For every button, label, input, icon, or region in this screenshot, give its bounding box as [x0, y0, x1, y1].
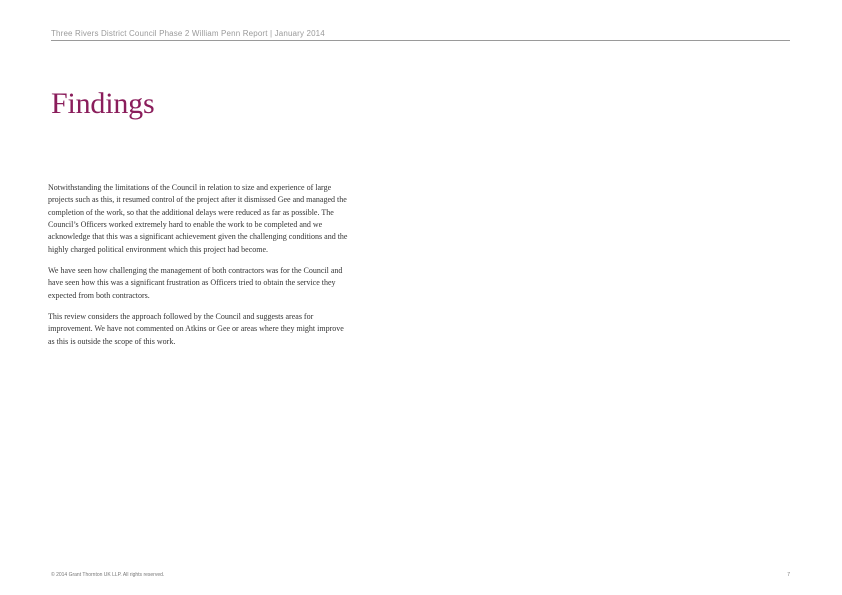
footer-page-number: 7 [787, 572, 790, 578]
text-line: We have seen how challenging the management of both contractors was for the Council and [48, 266, 343, 276]
page-title: Findings [51, 87, 155, 120]
text-line: improvement. We have not commented on Atkins or Gee or areas where they might improve [48, 324, 344, 334]
paragraph [48, 265, 413, 302]
text-line: highly charged political environment which this project had become. [48, 244, 269, 254]
text-line: projects such as this, it resumed control of the project after it dismissed Gee and managed the [48, 195, 347, 205]
body-text [48, 182, 413, 357]
text-line: Notwithstanding the limitations of the Council in relation to size and experience of large [48, 183, 332, 192]
text-line: This review considers the approach followed by the Council and suggests areas for [48, 312, 314, 322]
text-line: completion of the work, so that the additional delays were reduced as far as possible. The [48, 207, 334, 217]
text-line: acknowledge that this was a significant achievement given the challenging conditions and the [48, 232, 348, 242]
text-line: expected from both contractors. [48, 290, 150, 300]
text-line: as this is outside the scope of this work. [48, 336, 176, 346]
paragraph [48, 182, 413, 256]
running-header [51, 29, 790, 41]
text-line: Council’s Officers worked extremely hard to enable the work to be completed and we [48, 220, 323, 230]
footer-copyright: © 2014 Grant Thornton UK LLP. All rights reserved. [51, 572, 165, 578]
header-title: Three Rivers District Council Phase 2 William Penn Report | January 2014 [51, 29, 325, 38]
text-line: have seen how this was a significant frustration as Officers tried to obtain the service they [48, 278, 336, 288]
paragraph [48, 311, 413, 348]
